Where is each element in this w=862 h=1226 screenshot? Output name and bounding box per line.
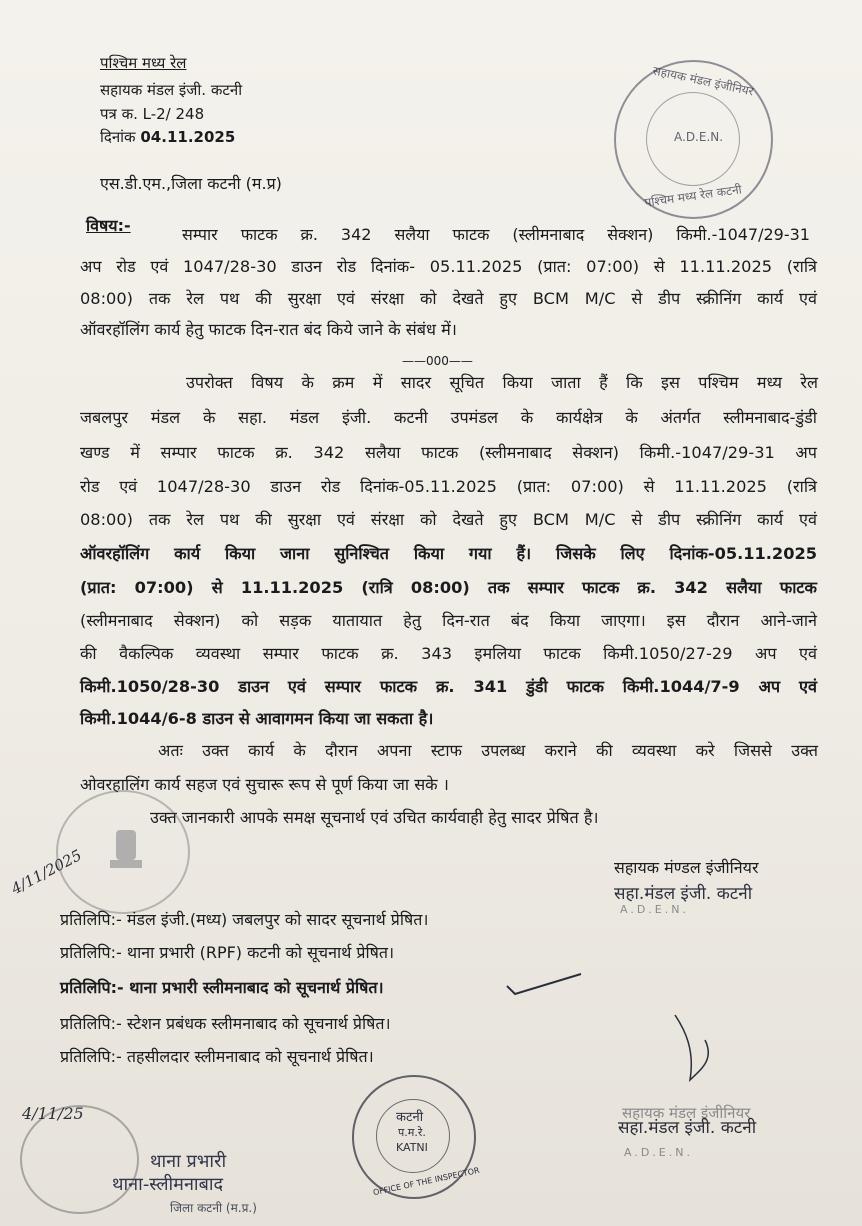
para2-line-1: अतः उक्त कार्य के दौरान अपना स्टाफ उपलब्ध कराने की व्यवस्था करे जिससे उक्त: [158, 741, 818, 760]
copy-3: प्रतिलिपि:- थाना प्रभारी स्लीमनाबाद को सूचनार्थ प्रेषित।: [60, 978, 384, 997]
separator: ——000——: [402, 354, 473, 368]
letter-date: [100, 127, 235, 147]
police-stamp-line1: थाना प्रभारी: [150, 1151, 227, 1172]
bottom-sign-line1: सहायक मंडल इंजीनियर: [622, 1104, 751, 1122]
subject-label: विषय:-: [86, 216, 131, 235]
received-date-note: 4/11/2025: [8, 845, 85, 899]
letter-number: पत्र क. L-2/ 248: [100, 105, 205, 123]
date-value: 04.11.2025: [140, 128, 236, 146]
para1-line-4: रोड एवं 1047/28-30 डाउन रोड दिनांक-05.11.2025 (प्रात: 07:00) से 11.11.2025 (रात्रि: [80, 477, 817, 496]
subject-line-1: सम्पार फाटक क्र. 342 सलैया फाटक (स्लीमनाबाद सेक्शन) किमी.-1047/29-31: [182, 225, 810, 244]
para1-line-5: 08:00) तक रेल पथ की सुरक्षा एवं संरक्षा को देखते हुए BCM M/C से डीप स्क्रीनिंग कार्य एवं: [80, 510, 817, 529]
bottom-sign-line3: A.D.E.N.: [624, 1146, 693, 1159]
para1-line-1: उपरोक्त विषय के क्रम में सादर सूचित किया जाता हैं कि इस पश्चिम मध्य रेल: [186, 373, 818, 392]
copy-2: प्रतिलिपि:- थाना प्रभारी (RPF) कटनी को सूचनार्थ प्रेषित।: [60, 943, 395, 962]
police-stamp-line3: जिला कटनी (म.प्र.): [170, 1201, 257, 1215]
katni-seal: कटनी प.म.रे. KATNI OFFICE OF THE INSPECTOR: [352, 1075, 476, 1199]
signature-handwritten: सहा.मंडल इंजी. कटनी: [614, 884, 753, 904]
copy-4: प्रतिलिपि:- स्टेशन प्रबंधक स्लीमनाबाद को सूचनार्थ प्रेषित।: [60, 1014, 391, 1033]
para1-line-7: (प्रात: 07:00) से 11.11.2025 (रात्रि 08:00) तक सम्पार फाटक क्र. 342 सलैया फाटक: [80, 578, 817, 597]
subject-line-4: ऑवरहॉलिंग कार्य हेतु फाटक दिन-रात बंद किये जाने के संबंध में।: [80, 320, 457, 339]
para1-line-10: किमी.1050/28-30 डाउन एवं सम्पार फाटक क्र. 341 डुंडी फाटक किमी.1044/7-9 अप एवं: [80, 677, 817, 696]
emblem-icon: [96, 820, 156, 880]
police-stamp-line2: थाना-स्लीमनाबाद: [112, 1174, 224, 1195]
para1-line-6: ऑवरहॉलिंग कार्य किया जाना सुनिश्चित किया गया हैं। जिसके लिए दिनांक-05.11.2025: [80, 544, 817, 563]
copy-5: प्रतिलिपि:- तहसीलदार स्लीमनाबाद को सूचनार्थ प्रेषित।: [60, 1047, 374, 1066]
signature-aden: A.D.E.N.: [620, 903, 689, 916]
signature-designation: सहायक मंण्डल इंजीनियर: [614, 858, 759, 877]
police-handwritten-left: 4/11/25: [22, 1104, 84, 1123]
para3: उक्त जानकारी आपके समक्ष सूचनार्थ एवं उचित कार्यवाही हेतु सादर प्रेषित है।: [150, 808, 599, 827]
addressee: एस.डी.एम.,जिला कटनी (म.प्र): [100, 174, 282, 193]
date-label: दिनांक: [100, 128, 136, 146]
org-name: पश्चिम मध्य रेल: [100, 54, 187, 72]
bottom-sign-line2: सहा.मंडल इंजी. कटनी: [618, 1118, 757, 1138]
para1-line-8: (स्लीमनाबाद सेक्शन) को सड़क यातायात हेतु दिन-रात बंद किया जाएगा। इस दौरान आने-जाने: [80, 611, 817, 630]
para1-line-9: की वैकल्पिक व्यवस्था सम्पार फाटक क्र. 343 इमलिया फाटक किमी.1050/27-29 अप एवं: [80, 644, 817, 663]
para1-line-3: खण्ड में सम्पार फाटक क्र. 342 सलैया फाटक (स्लीमनाबाद सेक्शन) किमी.-1047/29-31 अप: [80, 443, 817, 462]
tick-mark-icon: [505, 968, 585, 998]
subject-line-3: 08:00) तक रेल पथ की सुरक्षा एवं संरक्षा को देखते हुए BCM M/C से डीप स्क्रीनिंग कार्य एवं: [80, 289, 817, 308]
para1-line-11: किमी.1044/6-8 डाउन से आवागमन किया जा सकता है।: [80, 709, 434, 728]
para1-line-2: जबलपुर मंडल के सहा. मंडल इंजी. कटनी उपमंडल के कार्यक्षेत्र के अंतर्गत स्लीमनाबाद-डुंडी: [80, 408, 817, 427]
aden-seal: सहायक मंडल इंजीनियर A.D.E.N. पश्चिम मध्य रेल कटनी: [614, 60, 773, 219]
copy-1: प्रतिलिपि:- मंडल इंजी.(मध्य) जबलपुर को सादर सूचनार्थ प्रेषित।: [60, 910, 429, 929]
para2-line-2: ओवरहालिंग कार्य सहज एवं सुचारू रूप से पूर्ण किया जा सके ।: [80, 775, 449, 794]
signature-scribble-icon: [665, 1010, 725, 1090]
office-name: सहायक मंडल इंजी. कटनी: [100, 81, 243, 99]
subject-line-2: अप रोड एवं 1047/28-30 डाउन रोड दिनांक- 05.11.2025 (प्रात: 07:00) से 11.11.2025 (रात्रि: [80, 257, 817, 276]
